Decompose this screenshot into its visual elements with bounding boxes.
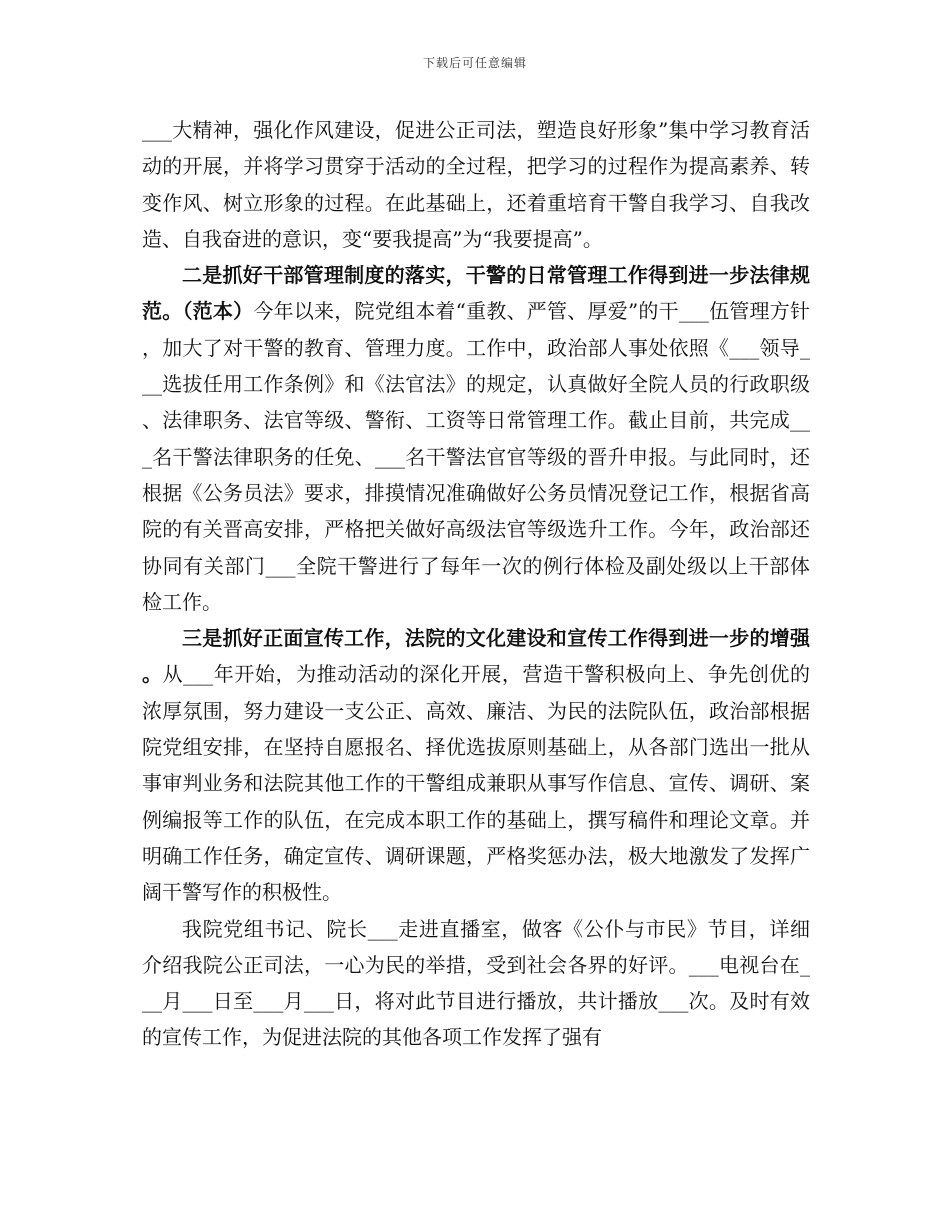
paragraph-1 xyxy=(142,112,810,257)
paragraph-2 xyxy=(142,257,810,620)
paragraph-4 xyxy=(142,911,810,1056)
paragraph-2-heading: 二是抓好干部管理制度的落实，干警的日常管理工作得到进一步法律规范。（范本） xyxy=(142,263,810,324)
paragraph-1-text: ___大精神，强化作风建设，促进公正司法，塑造良好形象”集中学习教育活动的开展，并将学习贯穿于活动的全过程，把学习的过程作为提高素养、转变作风、树立形象的过程。在此基础上，还着重培育干警自我学习、自我改造、自我奋进的意识，变“要我提高”为“我要提高”。 xyxy=(142,118,810,251)
paragraph-2-text: 今年以来，院党组本着“重教、严管、厚爱”的干___伍管理方针，加大了对干警的教育、管理力度。工作中，政治部人事处依照《___领导___选拔任用工作条例》和《法官法》的规定，认真做好全院人员的行政职级、法律职务、法官等级、警衔、工资等日常管理工作。截止目前，共完成___名干警法律职务的任免、___名干警法官官等级的晋升申报。与此同时，还根据《公务员法》要求，排摸情况准确做好公务员情况登记工作，根据省高院的有关晋高安排，严格把关做好高级法官等级选升工作。今年，政治部还协同有关部门___全院干警进行了每年一次的例行体检及副处级以上干部体检工作。 xyxy=(142,299,810,614)
paragraph-3-heading: 三是抓好正面宣传工作，法院的文化建设和宣传工作得到进一步的增强。 xyxy=(142,626,810,687)
document-body xyxy=(142,112,810,1056)
paragraph-3-text: 从___年开始，为推动活动的深化开展，营造干警积极向上、争先创优的浓厚氛围，努力建设一支公正、高效、廉洁、为民的法院队伍，政治部根据院党组安排，在坚持自愿报名、择优选拔原则基础上，从各部门选出一批从事审判业务和法院其他工作的干警组成兼职从事写作信息、宣传、调研、案例编报等工作的队伍，在完成本职工作的基础上，撰写稿件和理论文章。并明确工作任务，确定宣传、调研课题，严格奖惩办法，极大地激发了发挥广阔干警写作的积极性。 xyxy=(142,662,811,905)
paragraph-4-text: 我院党组书记、院长___走进直播室，做客《公仆与市民》节目，详细介绍我院公正司法，一心为民的举措，受到社会各界的好评。___电视台在___月___日至___月___日，将对此节目进行播放，共计播放___次。及时有效的宣传工作，为促进法院的其他各项工作发挥了强有 xyxy=(142,916,810,1050)
paragraph-3 xyxy=(142,620,810,910)
page-header: 下载后可任意编辑 xyxy=(422,56,527,70)
